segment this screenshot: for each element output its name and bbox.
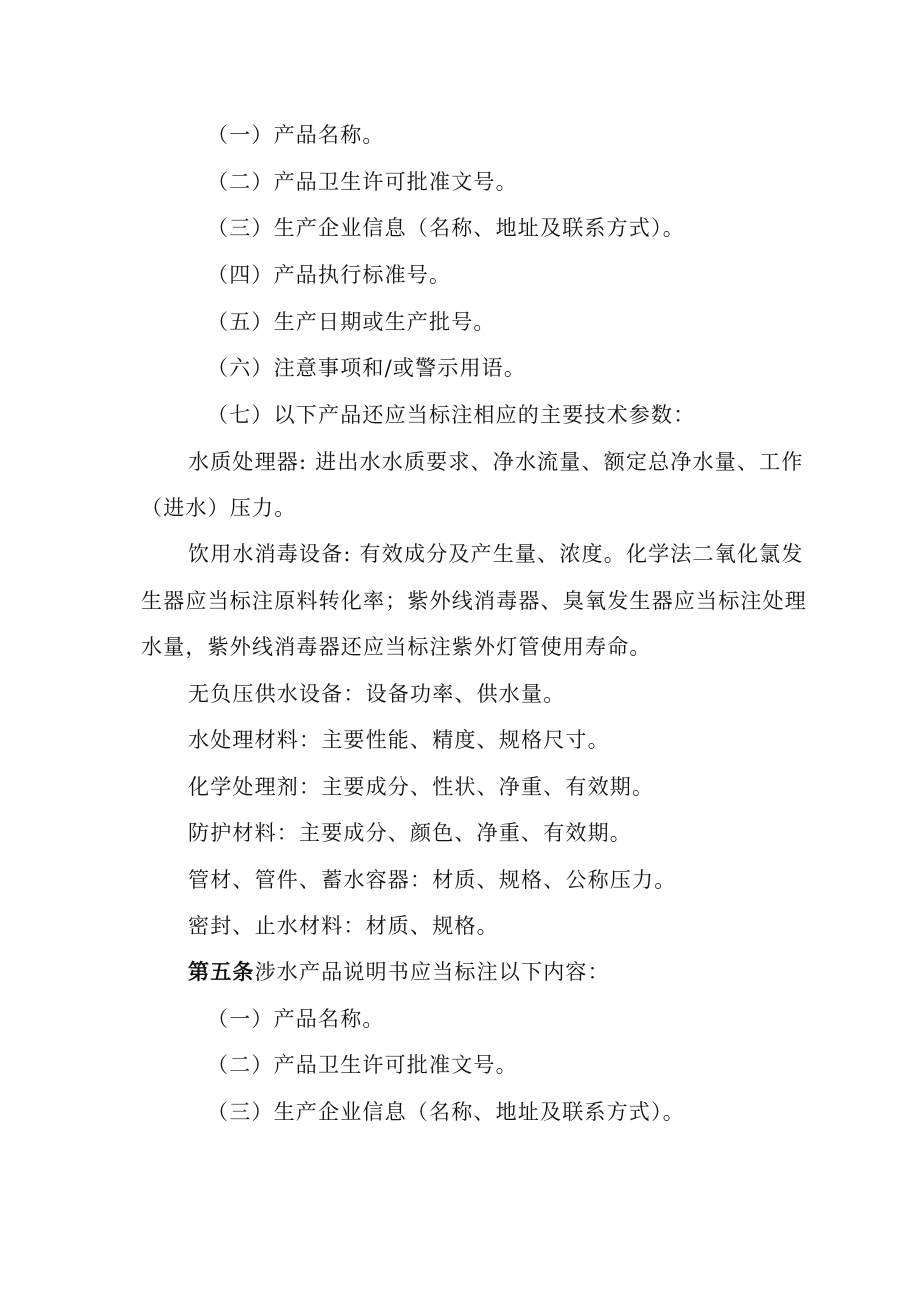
param-pipes-containers: 管材、管件、蓄水容器：材质、规格、公称压力。 — [188, 868, 677, 892]
water-processor-line-2: （进水）压力。 — [141, 496, 297, 520]
article-5-paragraph — [188, 957, 610, 987]
item-5-production-date: （五）生产日期或生产批号。 — [207, 310, 496, 334]
article-5-heading: 第五条 — [188, 959, 255, 984]
water-processor-line-1: 水质处理器: 进出水水质要求、净水流量、额定总净水量、工作 — [188, 450, 804, 474]
param-protective-material: 防护材料：主要成分、颜色、净重、有效期。 — [188, 821, 632, 845]
param-sealing-material: 密封、止水材料：材质、规格。 — [188, 914, 499, 938]
param-chemical-agent: 化学处理剂：主要成分、性状、净重、有效期。 — [188, 775, 655, 799]
article-5-item-3: （三）生产企业信息（名称、地址及联系方式）。 — [207, 1100, 685, 1124]
item-2-license-number: （二）产品卫生许可批准文号。 — [207, 170, 518, 194]
param-treatment-material: 水处理材料：主要性能、精度、规格尺寸。 — [188, 728, 610, 752]
item-1-product-name: （一）产品名称。 — [207, 123, 385, 147]
disinfection-line-3: 水量，紫外线消毒器还应当标注紫外灯管使用寿命。 — [141, 635, 652, 659]
param-no-negative-pressure: 无负压供水设备：设备功率、供水量。 — [188, 682, 566, 706]
item-7-technical-params: （七）以下产品还应当标注相应的主要技术参数： — [207, 403, 696, 427]
article-5-item-1: （一）产品名称。 — [207, 1007, 385, 1031]
disinfection-line-2: 生器应当标注原料转化率；紫外线消毒器、臭氧发生器应当标注处理 — [141, 589, 807, 613]
item-3-manufacturer-info: （三）生产企业信息（名称、地址及联系方式）。 — [207, 216, 685, 240]
item-6-warnings: （六）注意事项和/或警示用语。 — [207, 356, 527, 380]
disinfection-line-1: 饮用水消毒设备: 有效成分及产生量、浓度。化学法二氧化氯发 — [188, 542, 804, 566]
item-4-standard-number: （四）产品执行标准号。 — [207, 263, 452, 287]
article-5-heading-text: 涉水产品说明书应当标注以下内容： — [254, 960, 610, 984]
article-5-item-2: （二）产品卫生许可批准文号。 — [207, 1053, 518, 1077]
